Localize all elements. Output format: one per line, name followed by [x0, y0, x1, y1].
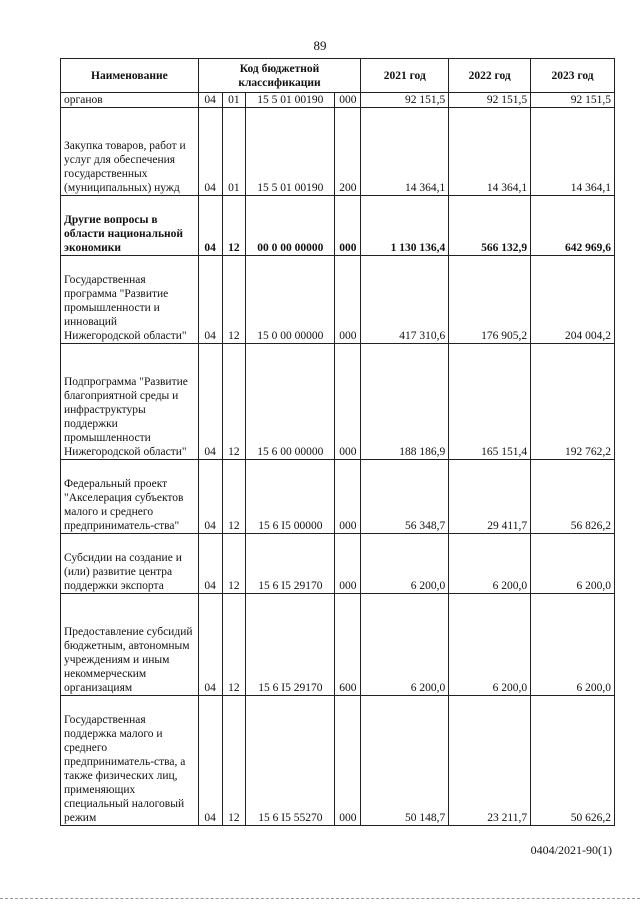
row-name: Предоставление субсидий бюджетным, автономным учреждениям и иным некоммерческим организациям [61, 594, 199, 696]
row-subsection-code: 12 [222, 594, 246, 696]
row-section-code: 04 [198, 256, 222, 344]
row-amount-2023: 14 364,1 [531, 108, 615, 196]
row-expense-type: 000 [335, 196, 361, 256]
row-expense-type: 000 [335, 256, 361, 344]
row-subsection-code: 12 [222, 534, 246, 594]
row-expense-type: 000 [335, 344, 361, 460]
row-section-code: 04 [198, 696, 222, 826]
row-amount-2021: 92 151,5 [361, 93, 449, 108]
header-2022: 2022 год [449, 59, 531, 93]
row-amount-2021: 56 348,7 [361, 460, 449, 534]
budget-table [60, 58, 615, 826]
row-expense-type: 000 [335, 696, 361, 826]
row-name: Подпрограмма "Развитие благоприятной среды и инфраструктуры поддержки промышленности Нижегородской области" [61, 344, 199, 460]
row-name: Другие вопросы в области национальной экономики [61, 196, 199, 256]
row-section-code: 04 [198, 594, 222, 696]
row-amount-2021: 14 364,1 [361, 108, 449, 196]
row-amount-2021: 1 130 136,4 [361, 196, 449, 256]
row-target-article: 15 6 I5 29170 [246, 594, 335, 696]
row-amount-2021: 6 200,0 [361, 534, 449, 594]
row-amount-2023: 642 969,6 [531, 196, 615, 256]
header-row [61, 59, 615, 93]
row-subsection-code: 12 [222, 196, 246, 256]
document-code: 0404/2021-90(1) [530, 843, 612, 857]
row-expense-type: 000 [335, 460, 361, 534]
table-row [61, 460, 615, 534]
row-name: Федеральный проект "Акселерация субъектов малого и среднего предприниматель-ства" [61, 460, 199, 534]
row-subsection-code: 12 [222, 256, 246, 344]
row-amount-2021: 417 310,6 [361, 256, 449, 344]
header-code: Код бюджетной классификации [198, 59, 361, 93]
row-name: Государственная поддержка малого и среднего предприниматель-ства, а также физических лиц, применяющих специальный налоговый режим [61, 696, 199, 826]
row-target-article: 15 5 01 00190 [246, 108, 335, 196]
page-number: 89 [313, 38, 327, 53]
row-amount-2022: 6 200,0 [449, 594, 531, 696]
row-target-article: 00 0 00 00000 [246, 196, 335, 256]
row-section-code: 04 [198, 108, 222, 196]
row-amount-2022: 29 411,7 [449, 460, 531, 534]
row-subsection-code: 01 [222, 93, 246, 108]
row-amount-2022: 165 151,4 [449, 344, 531, 460]
row-amount-2021: 188 186,9 [361, 344, 449, 460]
table-row [61, 256, 615, 344]
row-target-article: 15 6 00 00000 [246, 344, 335, 460]
row-expense-type: 600 [335, 594, 361, 696]
row-amount-2023: 56 826,2 [531, 460, 615, 534]
row-name: Государственная программа "Развитие промышленности и инноваций Нижегородской области" [61, 256, 199, 344]
row-amount-2022: 23 211,7 [449, 696, 531, 826]
row-amount-2022: 566 132,9 [449, 196, 531, 256]
table-row [61, 108, 615, 196]
row-subsection-code: 01 [222, 108, 246, 196]
row-amount-2021: 6 200,0 [361, 594, 449, 696]
row-section-code: 04 [198, 534, 222, 594]
row-section-code: 04 [198, 460, 222, 534]
row-subsection-code: 12 [222, 344, 246, 460]
row-expense-type: 000 [335, 93, 361, 108]
header-2023: 2023 год [531, 59, 615, 93]
row-target-article: 15 6 I5 29170 [246, 534, 335, 594]
row-amount-2022: 14 364,1 [449, 108, 531, 196]
row-target-article: 15 6 I5 55270 [246, 696, 335, 826]
row-amount-2022: 6 200,0 [449, 534, 531, 594]
table-row [61, 344, 615, 460]
row-name: Субсидии на создание и (или) развитие центра поддержки экспорта [61, 534, 199, 594]
table-row [61, 594, 615, 696]
bottom-divider [0, 898, 640, 899]
row-section-code: 04 [198, 196, 222, 256]
row-amount-2022: 92 151,5 [449, 93, 531, 108]
row-target-article: 15 6 I5 00000 [246, 460, 335, 534]
table-row [61, 196, 615, 256]
row-amount-2023: 6 200,0 [531, 534, 615, 594]
header-name: Наименование [61, 59, 199, 93]
row-name: органов [61, 93, 199, 108]
row-amount-2023: 192 762,2 [531, 344, 615, 460]
row-target-article: 15 5 01 00190 [246, 93, 335, 108]
row-expense-type: 000 [335, 534, 361, 594]
row-subsection-code: 12 [222, 696, 246, 826]
row-amount-2021: 50 148,7 [361, 696, 449, 826]
table-row [61, 696, 615, 826]
row-section-code: 04 [198, 93, 222, 108]
row-subsection-code: 12 [222, 460, 246, 534]
header-2021: 2021 год [361, 59, 449, 93]
row-amount-2023: 50 626,2 [531, 696, 615, 826]
row-amount-2023: 204 004,2 [531, 256, 615, 344]
table-row [61, 93, 615, 108]
row-amount-2023: 92 151,5 [531, 93, 615, 108]
row-name: Закупка товаров, работ и услуг для обеспечения государственных (муниципальных) нужд [61, 108, 199, 196]
row-expense-type: 200 [335, 108, 361, 196]
row-target-article: 15 0 00 00000 [246, 256, 335, 344]
table-row [61, 534, 615, 594]
row-amount-2022: 176 905,2 [449, 256, 531, 344]
row-section-code: 04 [198, 344, 222, 460]
row-amount-2023: 6 200,0 [531, 594, 615, 696]
